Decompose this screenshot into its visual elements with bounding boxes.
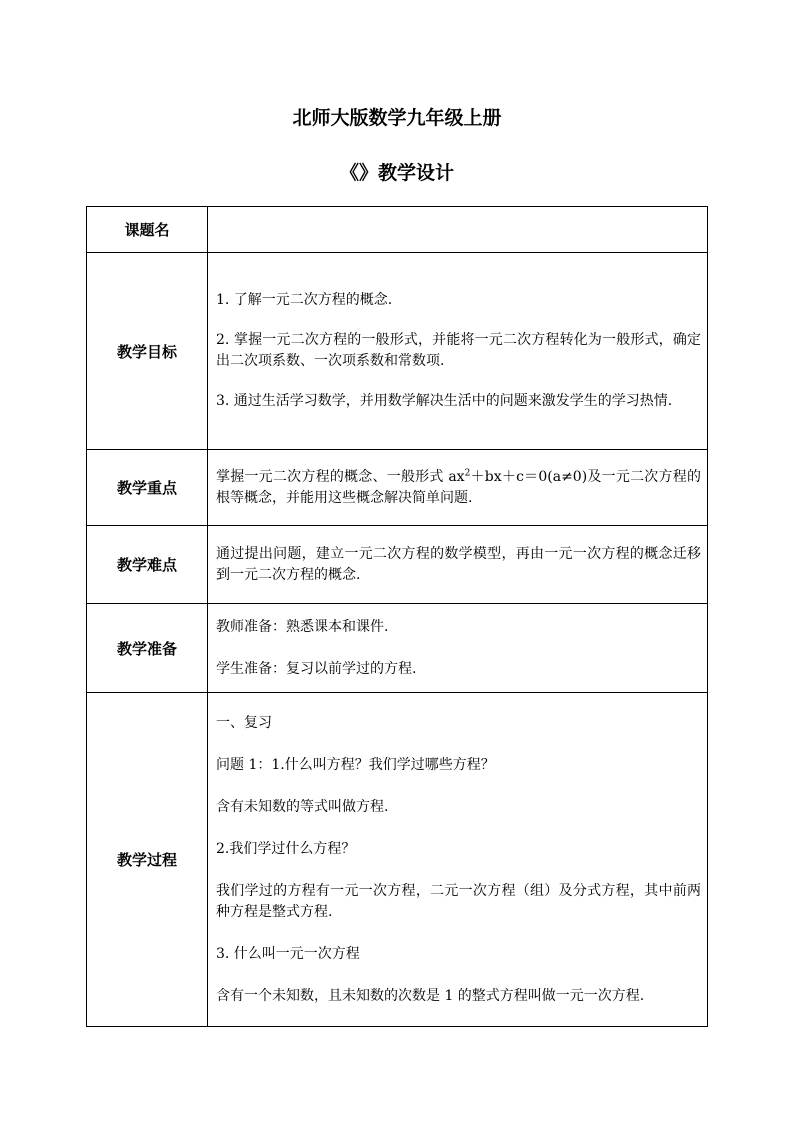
- key-points-text-part2: ＋bx＋c＝0(a≠0)及一元二次方程的根等概念，并能用这些概念解决简单问题.: [216, 468, 701, 506]
- lesson-plan-table: [86, 206, 708, 1027]
- process-item-7: 含有一个未知数，且未知数的次数是 1 的整式方程叫做一元一次方程.: [216, 987, 645, 1004]
- objective-item-3: 3. 通过生活学习数学，并用数学解决生活中的问题来激发学生的学习热情.: [216, 393, 673, 409]
- process-item-3: 含有未知数的等式叫做方程.: [216, 798, 389, 815]
- process-item-2: 问题 1：1.什么叫方程？我们学过哪些方程？: [216, 756, 495, 773]
- table-row-key-points: [87, 450, 708, 526]
- objectives-content: [208, 253, 708, 450]
- process-label: 教学过程: [87, 693, 208, 1027]
- preparation-content: [208, 604, 708, 693]
- objective-item-1: 1. 了解一元二次方程的概念.: [216, 292, 393, 308]
- objective-item-2: 2. 掌握一元二次方程的一般形式，并能将一元二次方程转化为一般形式，确定出二次项系数、一次项系数和常数项.: [216, 332, 701, 369]
- process-item-4: 2.我们学过什么方程？: [216, 840, 356, 857]
- process-item-1: 一、复习: [216, 714, 272, 731]
- document-title: 北师大版数学九年级上册: [292, 107, 502, 129]
- difficulties-label: 教学难点: [87, 526, 208, 604]
- preparation-item-2: 学生准备：复习以前学过的方程.: [216, 660, 417, 677]
- topic-value: [208, 207, 708, 253]
- difficulties-content: [208, 526, 708, 604]
- table-row-difficulties: [87, 526, 708, 604]
- preparation-label: 教学准备: [87, 604, 208, 693]
- preparation-item-1: 教师准备：熟悉课本和课件.: [216, 618, 389, 635]
- key-points-label: 教学重点: [87, 450, 208, 526]
- process-item-5: 我们学过的方程有一元一次方程，二元一次方程（组）及分式方程，其中前两种方程是整式方程.: [216, 882, 701, 920]
- process-content: [208, 693, 708, 1027]
- topic-label: 课题名: [87, 207, 208, 253]
- key-points-text-part1: 掌握一元二次方程的概念、一般形式 ax: [216, 468, 465, 485]
- key-points-content: [208, 450, 708, 526]
- difficulties-text: 通过提出问题，建立一元二次方程的数学模型，再由一元一次方程的概念迁移到一元二次方程的概念.: [216, 545, 701, 583]
- table-row-preparation: [87, 604, 708, 693]
- key-points-text: [216, 467, 701, 509]
- process-item-6: 3. 什么叫一元一次方程: [216, 945, 360, 962]
- table-row-objectives: [87, 253, 708, 450]
- table-row-process: [87, 693, 708, 1027]
- key-points-exponent: 2: [464, 467, 471, 478]
- document-subtitle: 《》教学设计: [339, 162, 454, 184]
- objectives-label: 教学目标: [87, 253, 208, 450]
- table-row-topic: [87, 207, 708, 253]
